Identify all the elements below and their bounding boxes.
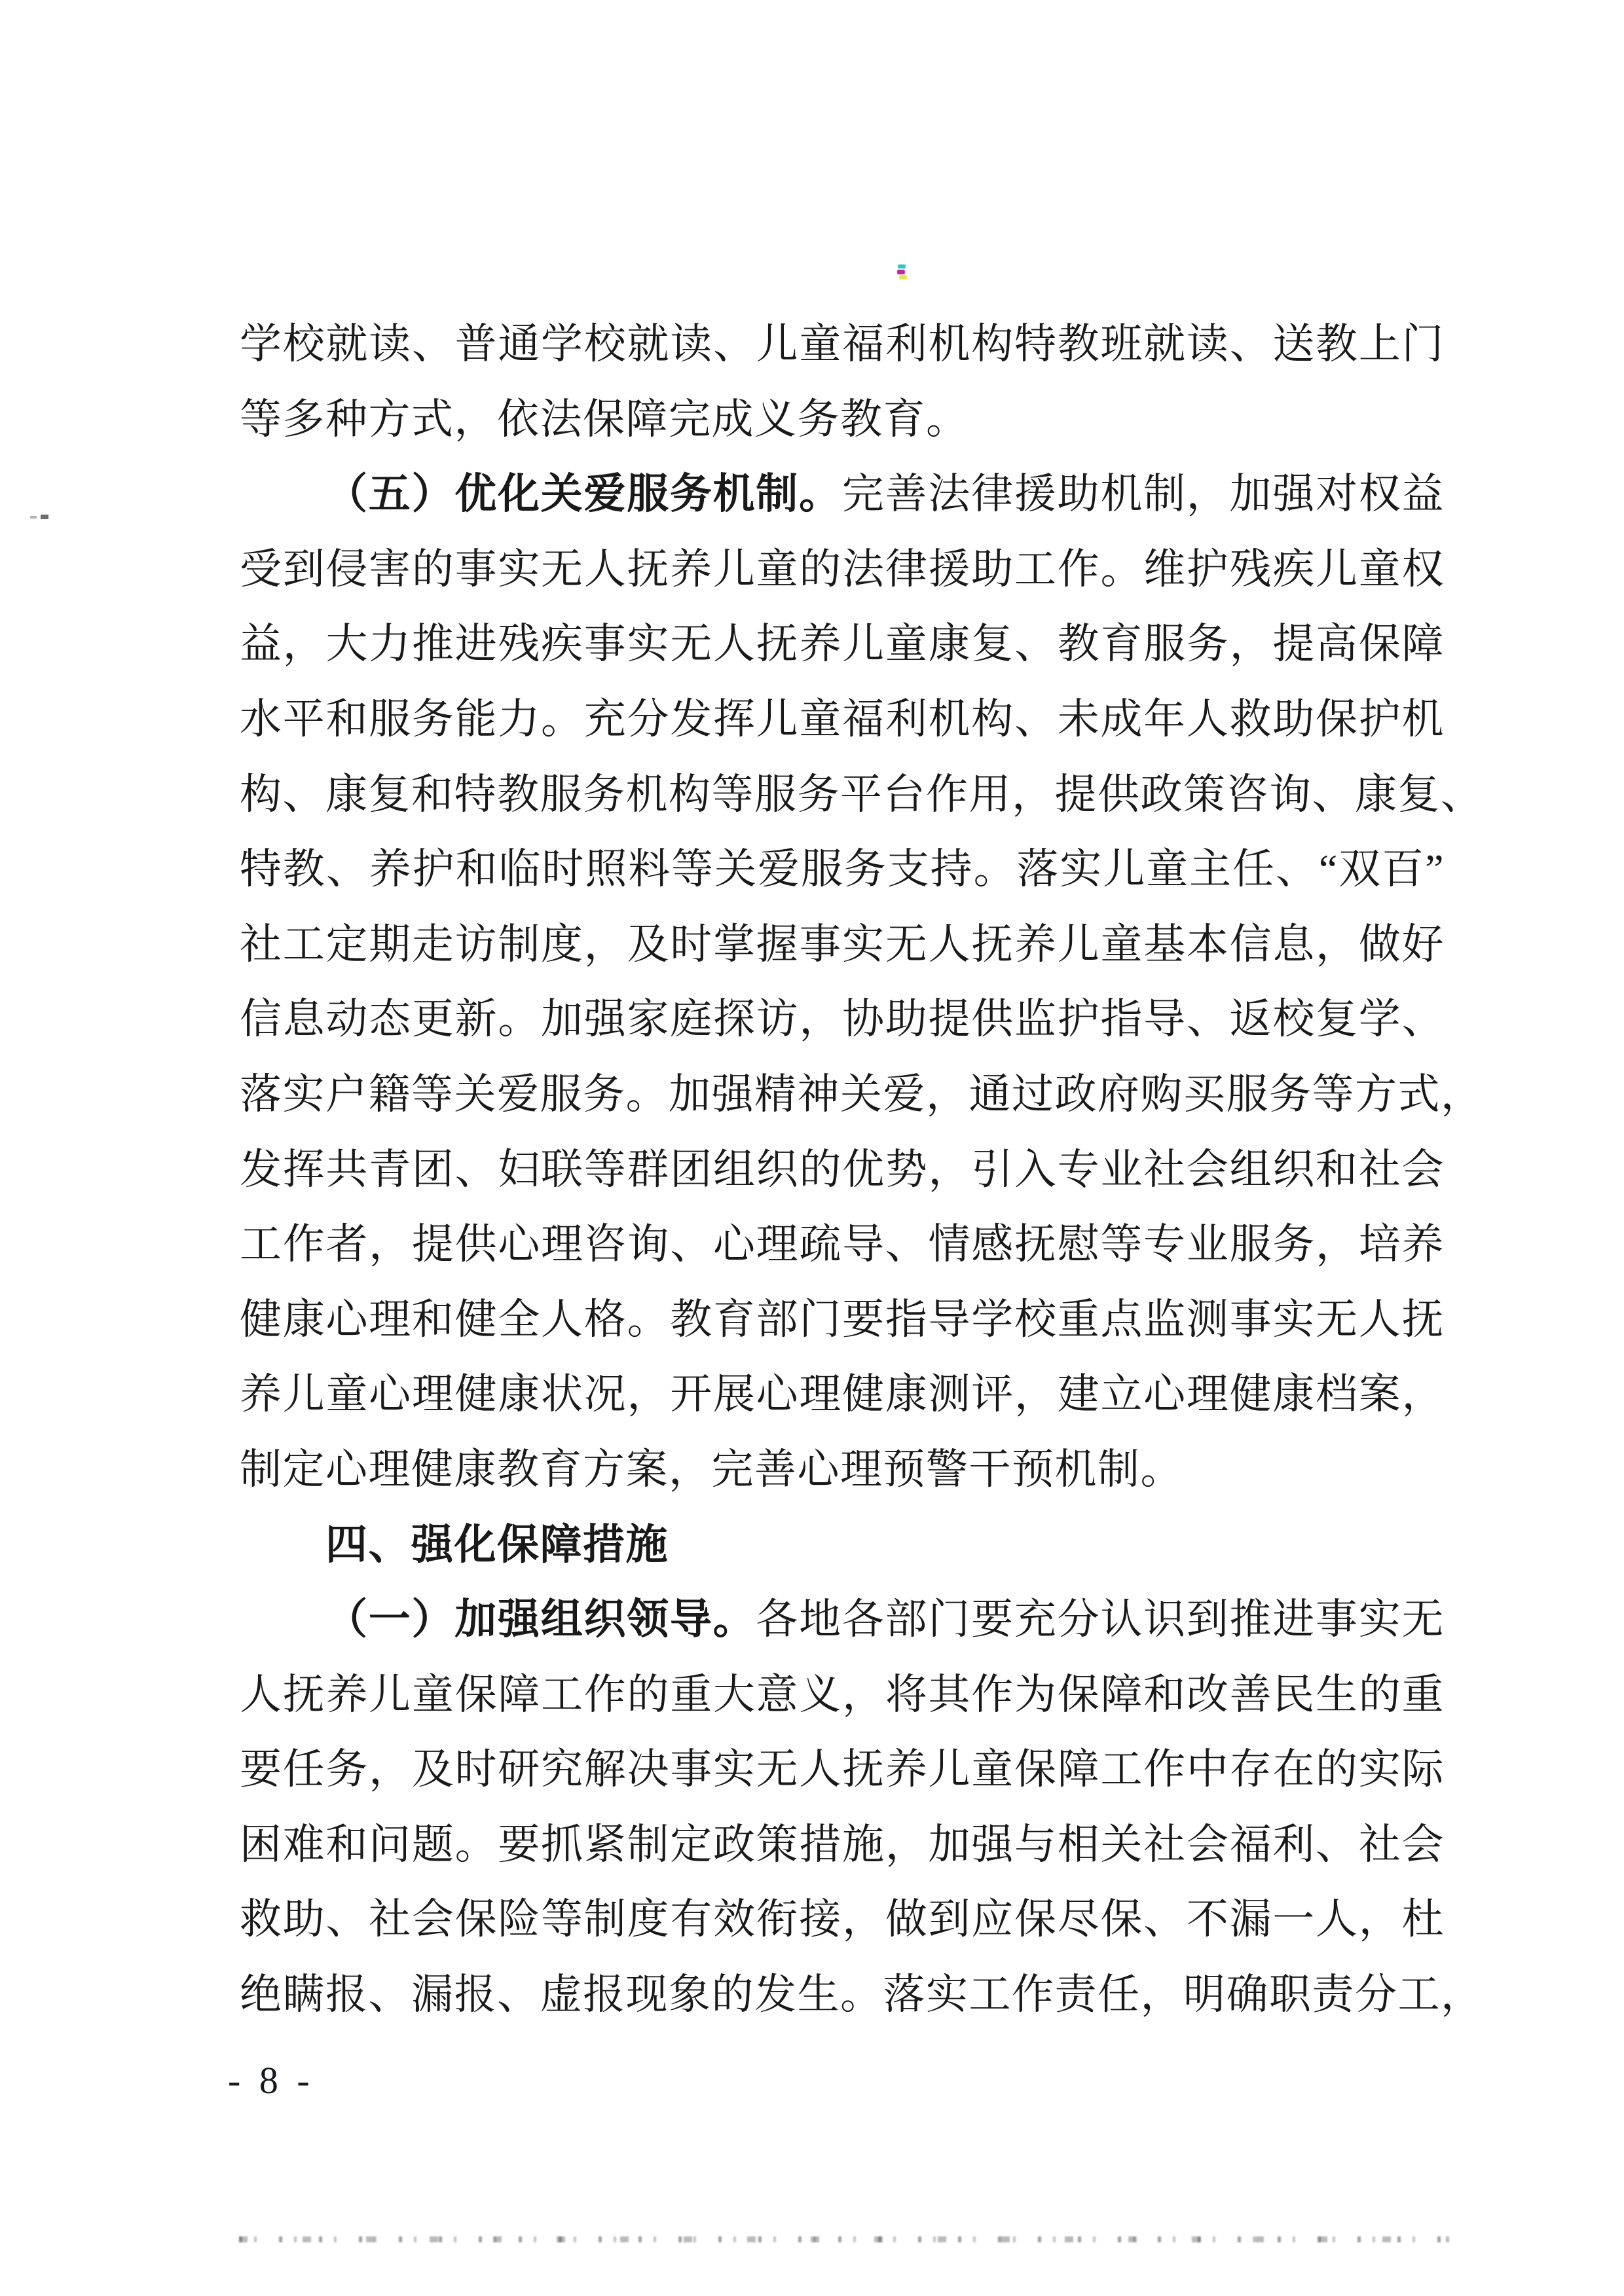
- text-line: [240, 1882, 1445, 1957]
- scan-speck-magenta: [897, 270, 905, 274]
- line-text: 受到侵害的事实无人抚养儿童的法律援助工作。维护残疾儿童权: [240, 545, 1445, 592]
- text-line: [240, 1807, 1445, 1882]
- line-text: 特教、养护和临时照料等关爱服务支持。落实儿童主任、“双百”: [240, 846, 1445, 893]
- line-text: 各地各部门要充分认识到推进事实无: [756, 1596, 1445, 1643]
- bold-run: 四、强化保障措施: [325, 1520, 669, 1568]
- line-text: 完善法律援助机制，加强对权益: [841, 471, 1445, 518]
- text-line: [240, 1732, 1445, 1807]
- text-line: [240, 1282, 1445, 1357]
- text-line: [240, 1432, 1445, 1507]
- text-line: [240, 1957, 1484, 2032]
- margin-mark-dot: [41, 515, 48, 519]
- line-text: 养儿童心理健康状况，开展心理健康测评，建立心理健康档案，: [240, 1371, 1445, 1418]
- text-line: [240, 757, 1484, 832]
- line-text: 要任务，及时研究解决事实无人抚养儿童保障工作中存在的实际: [240, 1746, 1445, 1793]
- line-text: 社工定期走访制度，及时掌握事实无人抚养儿童基本信息，做好: [240, 920, 1445, 968]
- line-text: 制定心理健康教育方案，完善心理预警干预机制。: [240, 1446, 1183, 1493]
- text-line: [240, 606, 1445, 682]
- text-line: [240, 682, 1445, 757]
- section-heading: [240, 1507, 1445, 1582]
- line-text: 构、康复和特教服务机构等服务平台作用，提供政策咨询、康复、: [240, 771, 1484, 818]
- line-text: 落实户籍等关爱服务。加强精神关爱，通过政府购买服务等方式，: [240, 1070, 1484, 1118]
- text-line: [240, 1357, 1445, 1432]
- text-line: [240, 1657, 1445, 1732]
- text-line: [240, 1582, 1445, 1657]
- line-text: 健康心理和健全人格。教育部门要指导学校重点监测事实无人抚: [240, 1296, 1445, 1343]
- scan-speck-yellow: [899, 275, 907, 280]
- line-text: 救助、社会保险等制度有效衔接，做到应保尽保、不漏一人，杜: [240, 1896, 1445, 1943]
- bold-run: （一）加强组织领导。: [325, 1595, 756, 1643]
- line-text: 人抚养儿童保障工作的重大意义，将其作为保障和改善民生的重: [240, 1671, 1445, 1718]
- margin-mark: [30, 515, 52, 520]
- bleed-through-line: [239, 2236, 1449, 2242]
- text-line: [240, 1132, 1445, 1207]
- text-line: [240, 382, 1445, 457]
- page-number: - 8 -: [228, 2059, 314, 2102]
- text-line: [240, 907, 1445, 982]
- text-line: [240, 981, 1445, 1057]
- text-line: [240, 532, 1445, 607]
- text-line: [240, 1207, 1445, 1282]
- line-text: 困难和问题。要抓紧制定政策措施，加强与相关社会福利、社会: [240, 1821, 1445, 1868]
- text-line: [240, 1057, 1484, 1132]
- line-text: 学校就读、普通学校就读、儿童福利机构特教班就读、送教上门: [240, 321, 1445, 367]
- text-line: [240, 831, 1445, 907]
- line-text: 发挥共青团、妇联等群团组织的优势，引入专业社会组织和社会: [240, 1146, 1445, 1193]
- scan-speck-cyan: [898, 264, 906, 268]
- line-text: 等多种方式，依法保障完成义务教育。: [240, 395, 969, 443]
- bold-run: （五）优化关爱服务机制。: [325, 470, 842, 518]
- line-text: 绝瞒报、漏报、虚报现象的发生。落实工作责任，明确职责分工，: [240, 1971, 1484, 2018]
- line-text: 水平和服务能力。充分发挥儿童福利机构、未成年人救助保护机: [240, 695, 1445, 742]
- text-block: [240, 306, 1484, 2032]
- text-line: [240, 456, 1445, 532]
- margin-mark-dot: [30, 516, 37, 519]
- line-text: 信息动态更新。加强家庭探访，协助提供监护指导、返校复学、: [240, 996, 1445, 1043]
- line-text: 益，大力推进残疾事实无人抚养儿童康复、教育服务，提高保障: [240, 621, 1445, 668]
- text-line: [240, 306, 1445, 382]
- line-text: 工作者，提供心理咨询、心理疏导、情感抚慰等专业服务，培养: [240, 1221, 1445, 1268]
